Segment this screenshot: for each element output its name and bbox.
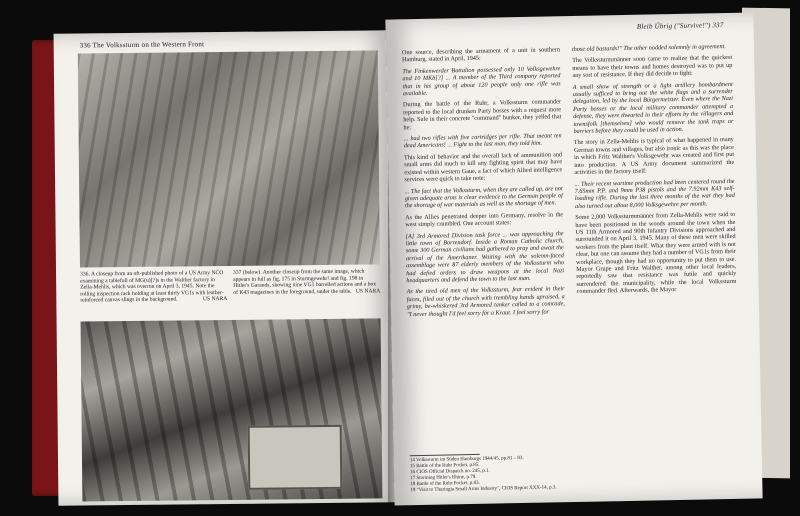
paragraph: The Volkssturmmänner soon came to realize that the quickest means to have their towns and homes destroyed was to put up any sort of resistance. If they did decide to fight: bbox=[572, 54, 733, 80]
right-page bbox=[385, 13, 762, 506]
quote: those old bastards!" The other nodded solemnly in agreement. bbox=[571, 43, 726, 53]
left-page bbox=[54, 30, 399, 506]
left-page-header: 336 The Volkssturm on the Western Front bbox=[79, 40, 205, 50]
quote: A small show of strength or a light artillery bombardment usually sufficed to bring out the white flags and a surrender delegation, led by the local Bürgermeister. Even where the Nazi Party bosses or the local military commander attempted a defense, they were thwarted in their efforts by the villagers and townsfolk [themselves] who would remove the tank traps or barriers before they could be used in action. bbox=[572, 80, 734, 136]
footnotes bbox=[410, 452, 591, 494]
paragraph: Some 2,000 Volkssturmmänner from Zella-Mehlis were said to have been positioned in the woods around the town when the US 11th Armored and 90th Infantry Divisions approached and surrounded it on April 3, 1945. Many of these men were skilled workers from the plant itself. What they were armed with is not clear, but one can assume they had a number of VG1s from their workplace, though they had no opportunity to put them to use. Mayor Grupe and Fritz Walther, among other local leaders, reportedly saw that resistance was futile and quickly surrendered the municipality, while the local Volkssturm commander fled. Afterwards, the Mayor bbox=[575, 211, 737, 296]
footnote-rule bbox=[410, 454, 480, 456]
quote: ... The fact that the Volkssturm, when they are called up, are not given adequate arms is clear evidence to the German people of the shortage of war materials as well as the shortage of men. bbox=[404, 184, 563, 210]
caption-337: 337 (below). Another closeup from the same image, which appears in full as fig. 175 in Sturmgewehr! and fig. 198 in Hitler's Garands, showing nine VG1 barrelled actions and a box of K43 magazines in the foreground, under the table. US NARA bbox=[233, 268, 381, 296]
quote: [A] 3rd Armored Division task force ... was approaching the little town of Borrendorf. Inside a Roman Catholic church, some 300 German civilians had gathered to pray and await the arrival of the Amerikaner. Waiting with the solemn-faced assemblage were 87 elderly members of the Volkssturm who had defied orders to draw weapons at the local Nazi headquarters and defend the town to the last man. bbox=[405, 229, 565, 285]
right-page-header: Bleib Übrig ("Survive!") 337 bbox=[636, 21, 724, 31]
caption-336: 336. A closeup from an oft-published photo of a US Army NCO examining a tablefull of MG(u)[?]s in the Walther factory in Zella-Mehlis, which was overrun on April 3, 1945. Note the rolling inspection rack holding at least thirty VG1s with leather-reinforced canvas slings in the background. US NARA bbox=[80, 270, 228, 304]
quote: ... Their recent wartime production had been centered round the 7.65mm P.P. and 9mm P38 pistols and the 7.92mm K43 self-loading rifle. During the last three months of the war they had also turned out about 8,000 Volksgewehre per month. bbox=[574, 177, 735, 210]
footnote: 14 Volkssturm im Süden Hamburgs 1944/45, pp.81 – 83. bbox=[409, 456, 524, 464]
footnote: 15 Battle of the Ruhr Pocket, p.85. bbox=[409, 462, 480, 470]
footnote: 17 Storming Hitler's Rhine, p.79. bbox=[410, 474, 477, 482]
paragraph: As the Allies penetrated deeper into Germany, resolve in the west simply crumbled. One account states: bbox=[405, 210, 564, 229]
photo-rifles-bottom bbox=[81, 318, 383, 501]
text-column-right bbox=[572, 43, 737, 300]
footnote: 19 "Visit to Thuringia Small Arms Industry", CIOS Report XXX-14, p.3. bbox=[410, 485, 557, 494]
photo-captions bbox=[80, 268, 380, 317]
text-column-left bbox=[402, 46, 565, 322]
paragraph: The story in Zella-Mehlis is typical of what happened in many German towns and villages, but also ironic as this was the place in which Fritz Walther's Volksgewehr was created and first put into production. A US Army document summarized the activities in the factory itself: bbox=[573, 136, 735, 177]
paragraph: During the battle of the Ruhr, a Volkssturm commander reported to the local drunken Party bosses with a request more help. Safe in their concrete "command" bunker, they yelled that he: bbox=[402, 98, 562, 131]
open-book bbox=[24, 4, 784, 512]
photo-rifles-top bbox=[78, 50, 380, 267]
credit-left: US NARA bbox=[202, 296, 228, 303]
footnote: 18 Battle of the Ruhr Pocket, p.83. bbox=[410, 480, 480, 488]
magazine-box bbox=[248, 425, 343, 490]
quote: ... had two rifles with five cartridges per rifle. That meant ten dead Americans! ... Fight to the last man, they told him. bbox=[403, 132, 562, 150]
quote: As the tired old men of the Volkssturm, fear evident in their faces, filed out of the church with trembling hands upraised, a grimy, be-whiskered 3rd Armored tanker called to a comrade, "I never thought I'd feel sorry for a Kraut. I feel sorry for bbox=[406, 285, 565, 318]
paragraph: This kind of behavior and the overall lack of ammunition and small arms did much to kill any fighting spirit that may have existed within western Gaue, a fact of which Allied intelligence services were quick to take note: bbox=[403, 151, 563, 184]
quote: The Finkenwerder Battalion possessed only 10 Volksgewehre and 10 MKb[?] ... A member of the Third company reported that in his group of about 120 people only one rifle was available. bbox=[402, 65, 561, 98]
footnote: 16 CIOS Official Dispatch no. 245, p.1. bbox=[410, 468, 490, 476]
paragraph: One source, describing the armament of a unit in southern Hamburg, stated in April, 1945: bbox=[401, 46, 561, 64]
credit-right: US NARA bbox=[355, 288, 381, 295]
